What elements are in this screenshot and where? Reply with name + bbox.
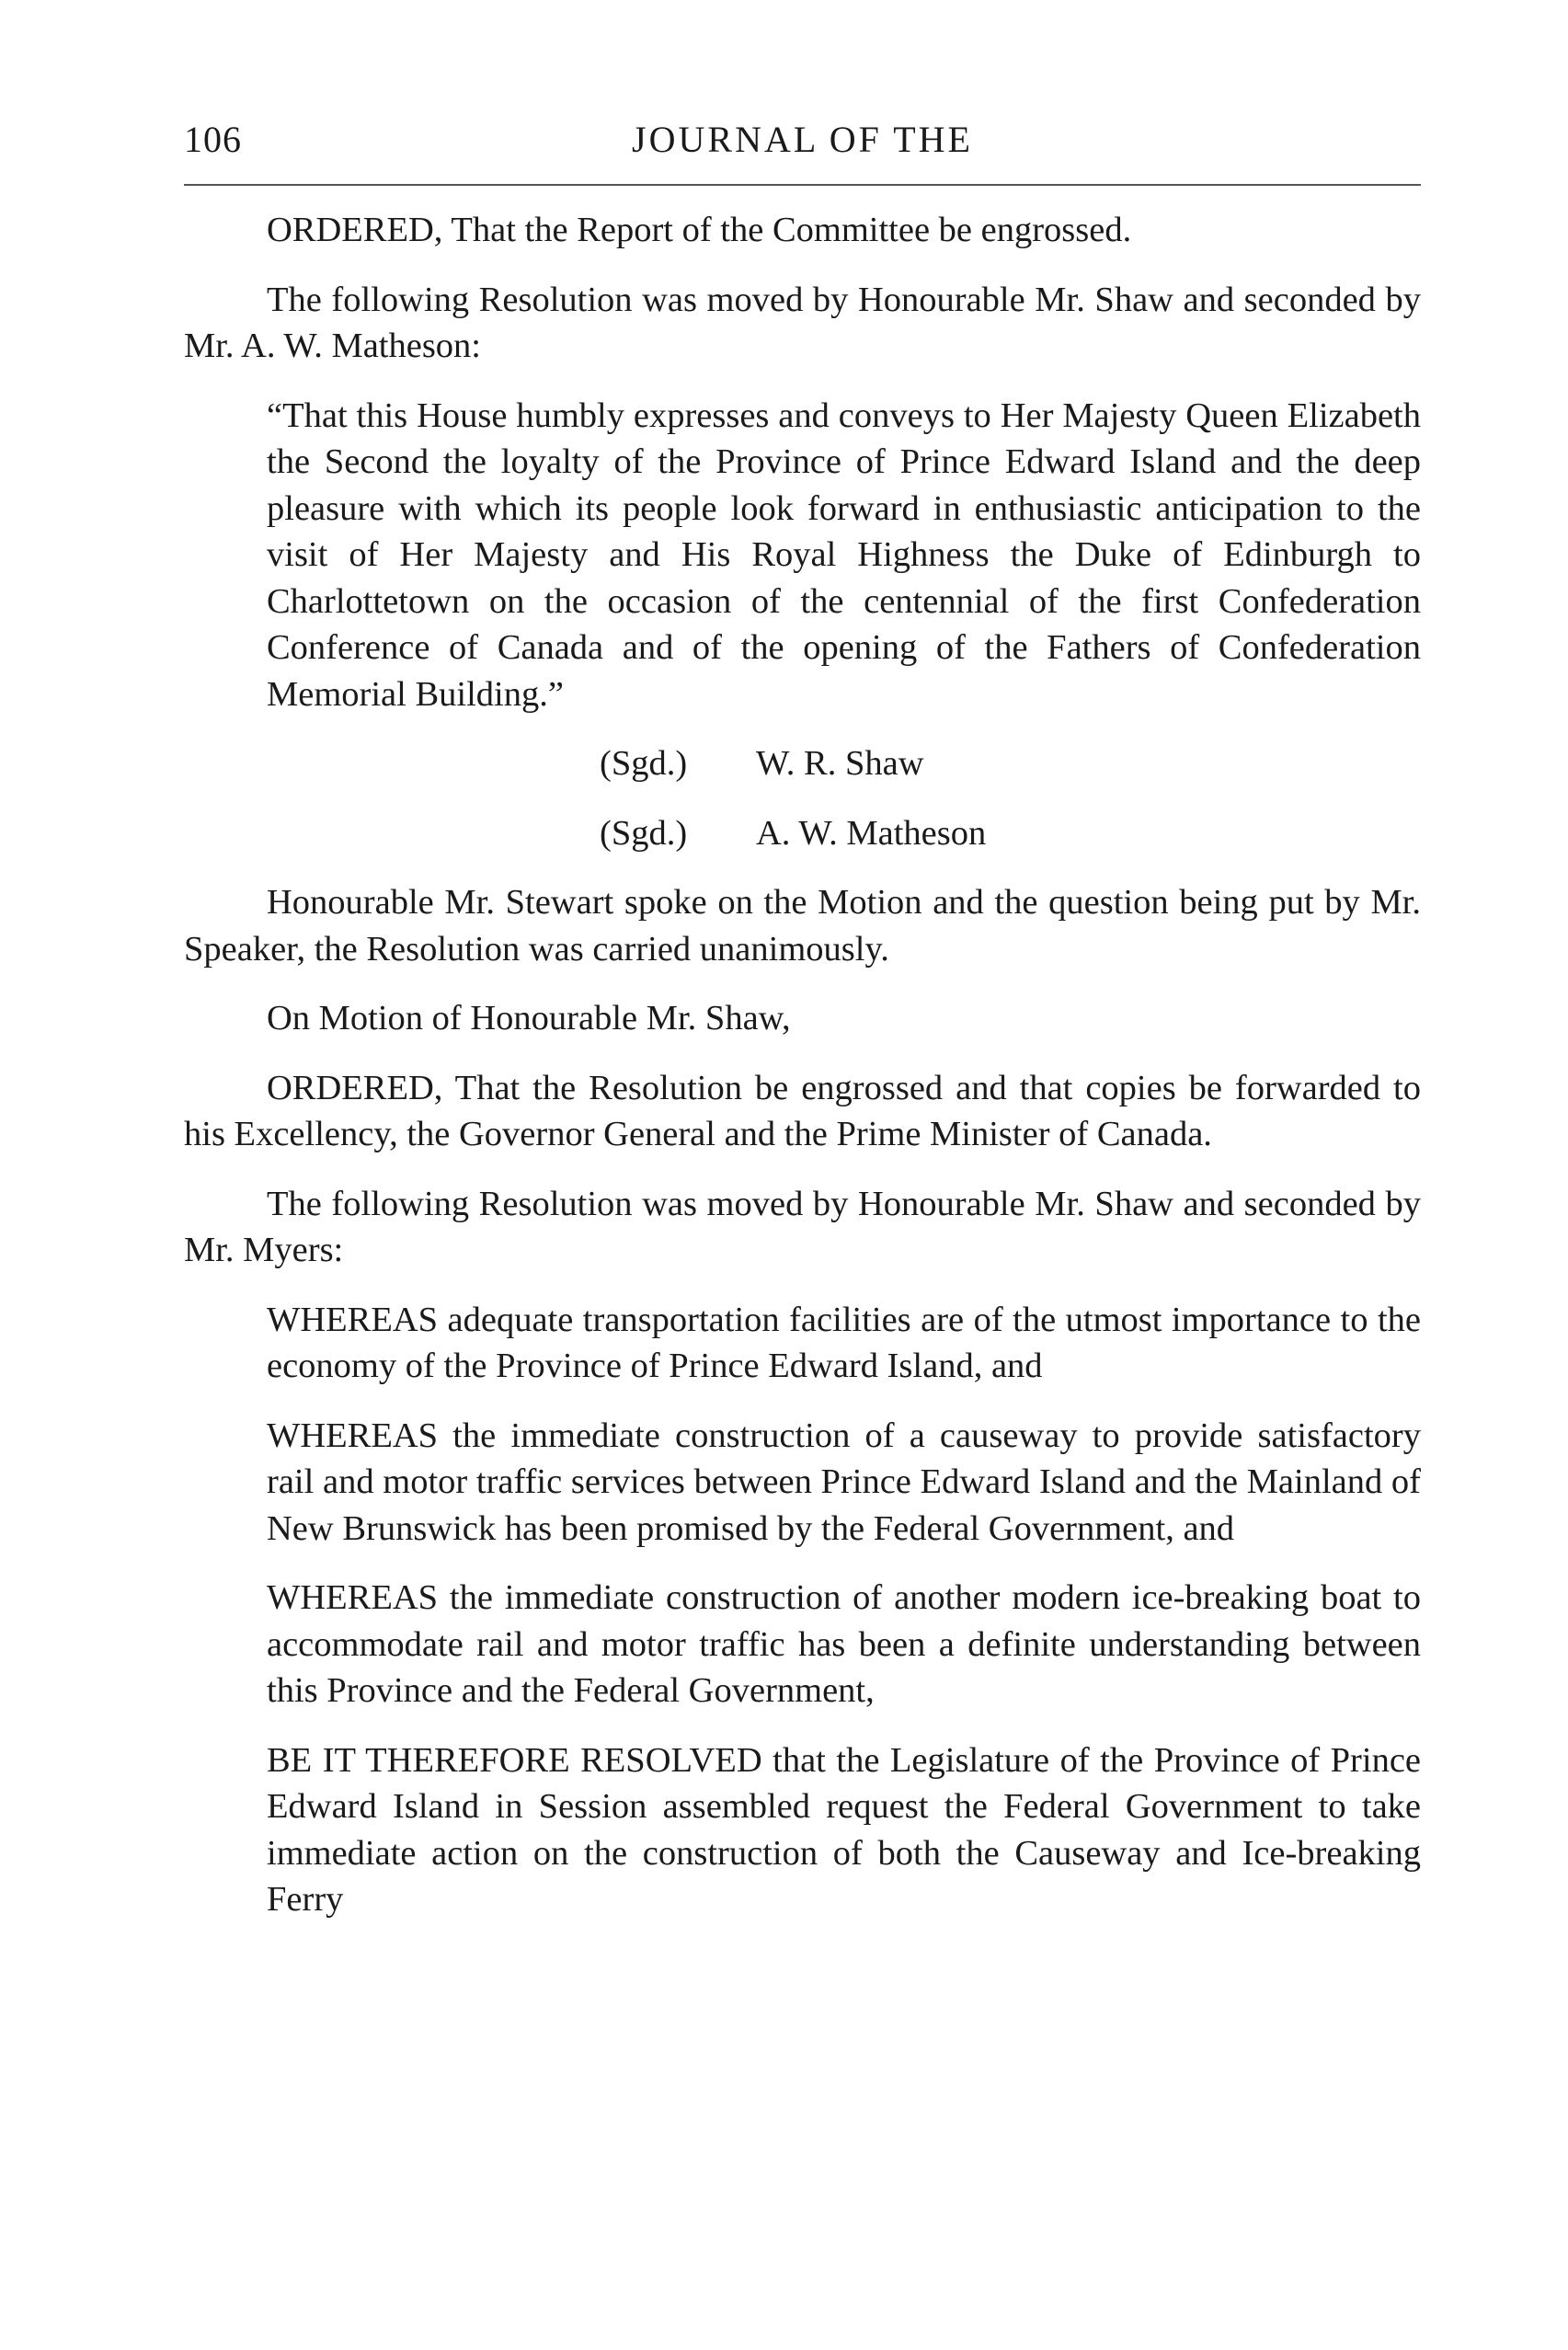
whereas-transportation-clause: WHEREAS adequate transportation facilities are of the utmost importance to the economy of the Province of Prince Edward Island, and xyxy=(267,1300,1421,1385)
resolved-clause: BE IT THEREFORE RESOLVED that the Legislature of the Province of Prince Edward Island in Session assembled request the Federal Government to take immediate action on the construction of both the Causeway and Ice-breaking Ferry xyxy=(267,1740,1421,1919)
ordered-resolution-paragraph: ORDERED, That the Resolution be engrossed and that copies be forwarded to his Excellency, the Governor General and the Prime Minister of Canada. xyxy=(184,1068,1421,1153)
signature-name: A. W. Matheson xyxy=(756,813,987,853)
running-head: JOURNAL OF THE xyxy=(632,119,973,160)
signature-line xyxy=(184,740,1421,787)
page-number: 106 xyxy=(184,119,242,160)
signature-name: W. R. Shaw xyxy=(756,744,924,783)
whereas-causeway-clause: WHEREAS the immediate construction of a causeway to provide satisfactory rail and motor traffic services between Prince Edward Island and the Mainland of New Brunswick has been promised by the Federal Government, and xyxy=(267,1416,1421,1548)
loyalty-resolution-text: “That this House humbly expresses and conveys to Her Majesty Queen Elizabeth the Second the loyalty of the Province of Prince Edward Island and the deep pleasure with which its people look forward in enthusiastic anticipation to the visit of Her Majesty and His Royal Highness the Duke of Edinburgh to Charlottetown on the occasion of the centennial of the first Confederation Conference of Canada and of the opening of the Fathers of Confederation Memorial Building.” xyxy=(267,395,1421,714)
motion-carried-paragraph: Honourable Mr. Stewart spoke on the Motion and the question being put by Mr. Speaker, the Resolution was carried unanimously. xyxy=(184,883,1421,969)
page-header xyxy=(184,118,1421,173)
resolution-intro-paragraph: The following Resolution was moved by Honourable Mr. Shaw and seconded by Mr. A. W. Matheson: xyxy=(184,280,1421,365)
signature-prefix: (Sgd.) xyxy=(600,744,688,783)
second-resolution-intro-paragraph: The following Resolution was moved by Honourable Mr. Shaw and seconded by Mr. Myers: xyxy=(184,1184,1421,1269)
whereas-icebreaker-clause: WHEREAS the immediate construction of another modern ice-breaking boat to accommodate rail and motor traffic has been a definite understanding between this Province and the Federal Government, xyxy=(267,1578,1421,1710)
motion-of-paragraph: On Motion of Honourable Mr. Shaw, xyxy=(267,999,791,1037)
signature-line xyxy=(184,810,1421,857)
page-body xyxy=(184,207,1421,1946)
ordered-report-paragraph: ORDERED, That the Report of the Committee be engrossed. xyxy=(267,211,1132,249)
header-rule xyxy=(184,184,1421,186)
signature-prefix: (Sgd.) xyxy=(600,813,688,853)
